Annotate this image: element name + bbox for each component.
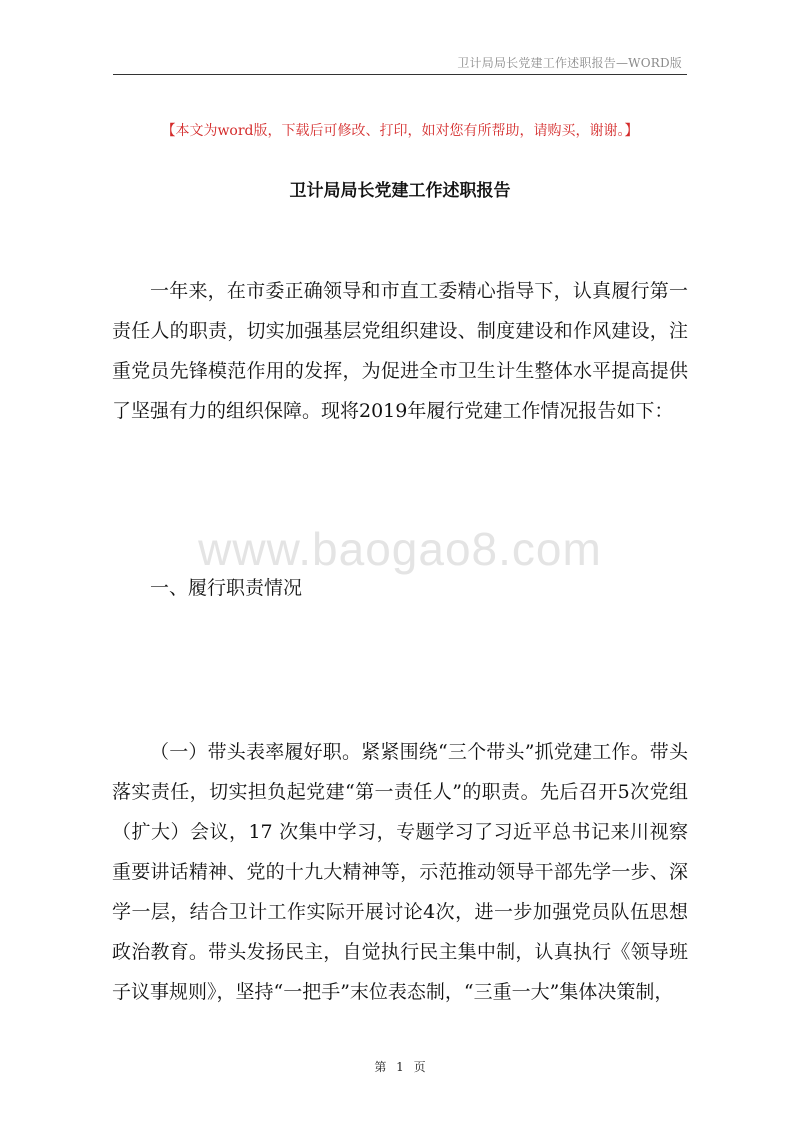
- document-title: 卫计局局长党建工作述职报告: [289, 181, 511, 201]
- purchase-notice: 【本文为word版，下载后可修改、打印，如对您有所帮助，请购买，谢谢。】: [161, 123, 639, 139]
- page-suffix: 页: [413, 1060, 426, 1074]
- running-header: 卫计局局长党建工作述职报告—WORD版: [457, 56, 682, 70]
- intro-paragraph: 一年来，在市委正确领导和市直工委精心指导下，认真履行第一责任人的职责，切实加强基层党组织建设、制度建设和作风建设，注重党员先锋模范作用的发挥，为促进全市卫生计生整体水平提高提供了坚强有力的组织保障。现将2019年履行党建工作情况报告如下：: [112, 280, 688, 422]
- page-prefix: 第: [374, 1060, 387, 1074]
- site-watermark: www.baogao8.com: [198, 523, 602, 575]
- section-paragraph: （一）带头表率履好职。紧紧围绕“三个带头”抓党建工作。带头落实责任，切实担负起党建“第一责任人”的职责。先后召开5次党组（扩大）会议，17 次集中学习，专题学习了习近平总书记来川视察重要讲话精神、党的十九大精神等，示范推动领导干部先学一步、深学一层，结合卫计工作实际开展讨论4次，进一步加强党员队伍思想政治教育。带头发扬民主，自觉执行民主集中制，认真执行《领导班子议事规则》，坚持“一把手”末位表态制，“三重一大”集体决策制，: [112, 741, 688, 1003]
- section-heading: 一、履行职责情况: [150, 577, 303, 599]
- page-footer: [0, 1058, 800, 1075]
- header-divider: [113, 74, 687, 75]
- page-number: 1: [396, 1060, 404, 1074]
